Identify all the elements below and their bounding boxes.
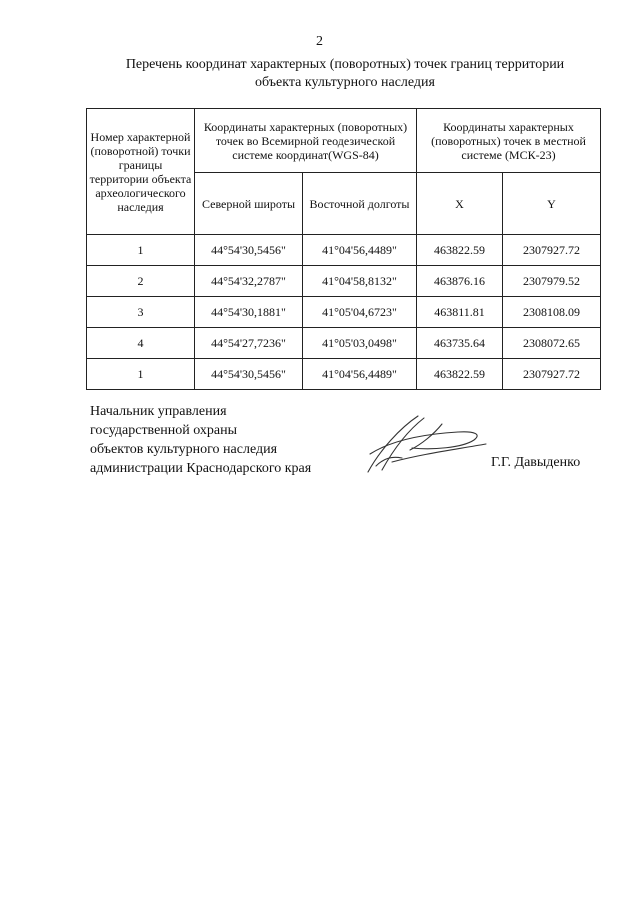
signatory-line-4: администрации Краснодарского края bbox=[90, 461, 312, 476]
cell-east-longitude: 41°05'04,6723" bbox=[303, 297, 417, 328]
cell-x: 463822.59 bbox=[417, 359, 503, 390]
cell-x: 463876.16 bbox=[417, 266, 503, 297]
header-msk23-group: Координаты характерных (поворотных) точек в местной системе (МСК-23) bbox=[417, 109, 601, 173]
cell-y: 2307979.52 bbox=[503, 266, 601, 297]
handwritten-signature bbox=[362, 410, 492, 480]
header-wgs84-group: Координаты характерных (поворотных) точек во Всемирной геодезической системе координат(WGS-84) bbox=[195, 109, 417, 173]
cell-point-number: 3 bbox=[87, 297, 195, 328]
coordinates-table bbox=[86, 108, 601, 390]
header-north-latitude: Северной широты bbox=[195, 173, 303, 235]
title-line-1: Перечень координат характерных (поворотных) точек границ территории bbox=[125, 57, 565, 72]
cell-north-latitude: 44°54'32,2787" bbox=[195, 266, 303, 297]
table-row bbox=[87, 266, 601, 297]
table-row bbox=[87, 235, 601, 266]
cell-north-latitude: 44°54'27,7236" bbox=[195, 328, 303, 359]
cell-point-number: 1 bbox=[87, 235, 195, 266]
cell-east-longitude: 41°05'03,0498" bbox=[303, 328, 417, 359]
signatory-line-3: объектов культурного наследия bbox=[90, 442, 278, 457]
table-body bbox=[87, 235, 601, 390]
table-row bbox=[87, 328, 601, 359]
signatory-line-1: Начальник управления bbox=[90, 404, 227, 419]
table-row bbox=[87, 297, 601, 328]
cell-y: 2308072.65 bbox=[503, 328, 601, 359]
cell-point-number: 2 bbox=[87, 266, 195, 297]
cell-point-number: 4 bbox=[87, 328, 195, 359]
header-point-number: Номер характерной (поворотной) точки границы территории объекта археологического наследия bbox=[87, 109, 195, 235]
page-number: 2 bbox=[316, 34, 323, 49]
cell-x: 463811.81 bbox=[417, 297, 503, 328]
title-line-2: объекта культурного наследия bbox=[255, 75, 435, 90]
cell-east-longitude: 41°04'56,4489" bbox=[303, 235, 417, 266]
cell-north-latitude: 44°54'30,5456" bbox=[195, 235, 303, 266]
cell-east-longitude: 41°04'56,4489" bbox=[303, 359, 417, 390]
cell-x: 463735.64 bbox=[417, 328, 503, 359]
cell-y: 2307927.72 bbox=[503, 235, 601, 266]
cell-y: 2308108.09 bbox=[503, 297, 601, 328]
cell-east-longitude: 41°04'58,8132" bbox=[303, 266, 417, 297]
signatory-position bbox=[90, 402, 311, 478]
signatory-line-2: государственной охраны bbox=[90, 423, 238, 438]
cell-north-latitude: 44°54'30,5456" bbox=[195, 359, 303, 390]
cell-north-latitude: 44°54'30,1881" bbox=[195, 297, 303, 328]
cell-x: 463822.59 bbox=[417, 235, 503, 266]
header-x: X bbox=[417, 173, 503, 235]
cell-point-number: 1 bbox=[87, 359, 195, 390]
header-east-longitude: Восточной долготы bbox=[303, 173, 417, 235]
header-y: Y bbox=[503, 173, 601, 235]
document-title bbox=[90, 56, 600, 92]
signer-name: Г.Г. Давыденко bbox=[491, 455, 581, 470]
table-row bbox=[87, 359, 601, 390]
cell-y: 2307927.72 bbox=[503, 359, 601, 390]
